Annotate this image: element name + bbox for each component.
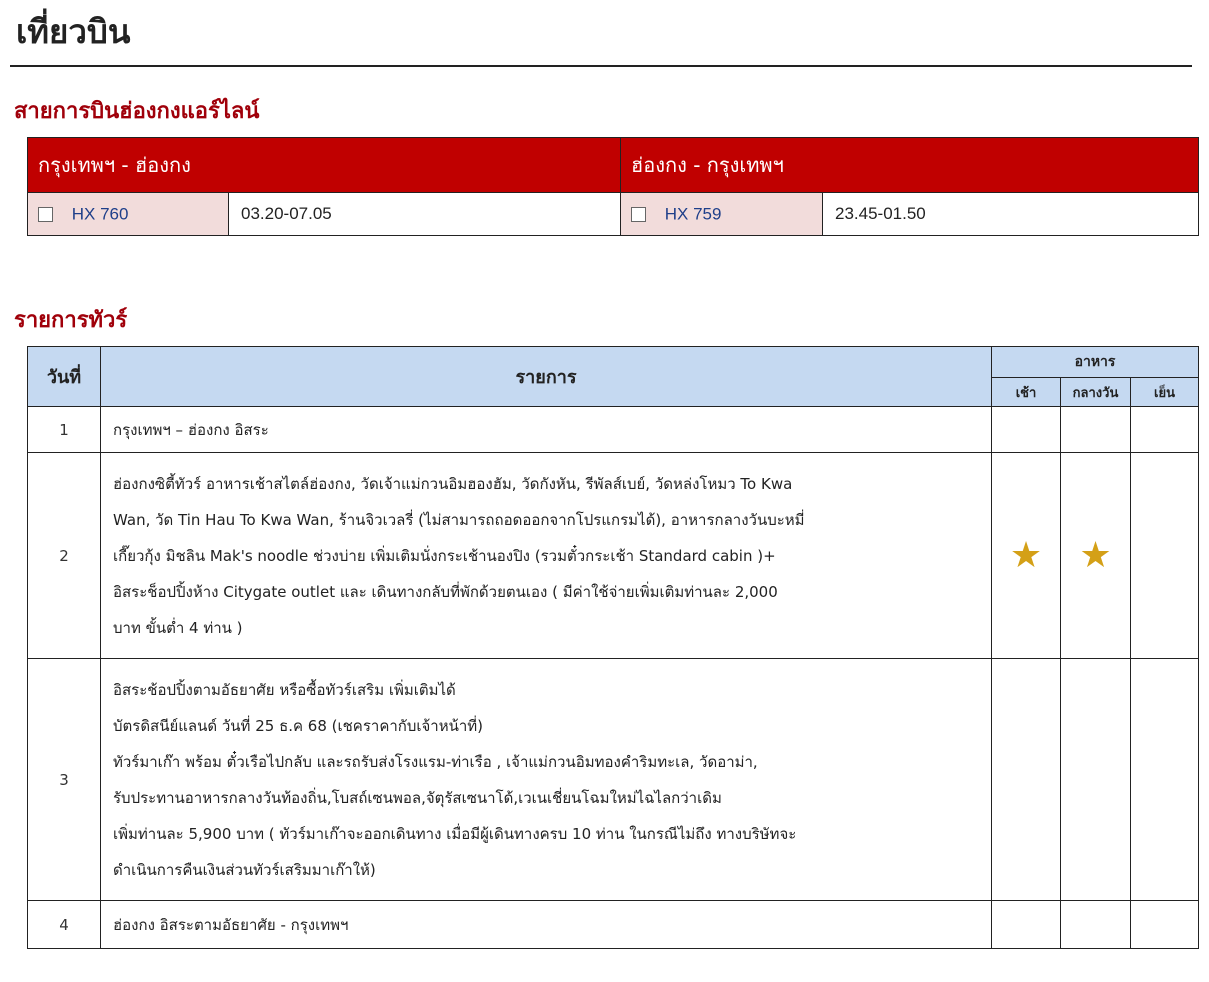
flight-row xyxy=(28,193,1199,236)
airline-title: สายการบินฮ่องกงแอร์ไลน์ xyxy=(14,99,260,124)
lunch-cell xyxy=(1061,659,1131,901)
inbound-flight-number: HX 759 xyxy=(664,204,722,224)
meals-header: อาหาร xyxy=(992,347,1199,378)
day-description xyxy=(101,659,992,901)
dinner-cell xyxy=(1131,407,1199,453)
breakfast-header: เช้า xyxy=(992,378,1061,407)
inbound-flight-cell[interactable] xyxy=(621,193,823,236)
breakfast-cell xyxy=(992,901,1061,949)
dinner-cell xyxy=(1131,901,1199,949)
description-line: ฮ่องกงซิตี้ทัวร์ อาหารเช้าสไตล์ฮ่องกง, วัดเจ้าแม่กวนอิมฮองฮัม, วัดกังหัน, รีพัลส์เบย์, วัดหล่งโหมว To Kwa xyxy=(113,474,793,493)
description-line: กรุงเทพฯ – ฮ่องกง อิสระ xyxy=(113,420,269,439)
day-number: 4 xyxy=(28,901,101,949)
breakfast-cell xyxy=(992,453,1061,659)
outbound-flight-cell[interactable] xyxy=(28,193,229,236)
tour-table xyxy=(27,346,1199,949)
lunch-header: กลางวัน xyxy=(1061,378,1131,407)
page-title: เที่ยวบิน xyxy=(16,12,131,51)
title-divider xyxy=(10,65,1192,67)
description-line: บาท ขั้นต่ำ 4 ท่าน ) xyxy=(113,618,243,637)
outbound-flight-checkbox[interactable] xyxy=(38,207,53,222)
description-line: อิสระช็อปปิ้งห้าง Citygate outlet และ เดินทางกลับที่พักด้วยตนเอง ( มีค่าใช้จ่ายเพิ่มเติมท่านละ 2,000 xyxy=(113,582,778,601)
day-description xyxy=(101,901,992,949)
day-header: วันที่ xyxy=(28,347,101,407)
inbound-flight-checkbox[interactable] xyxy=(631,207,646,222)
lunch-cell xyxy=(1061,901,1131,949)
breakfast-star-icon: ★ xyxy=(1009,534,1043,576)
description-line: เพิ่มท่านละ 5,900 บาท ( ทัวร์มาเก๊าจะออกเดินทาง เมื่อมีผู้เดินทางครบ 10 ท่าน ในกรณีไม่ถึง ทางบริษัทจะ xyxy=(113,824,797,843)
tour-title: รายการทัวร์ xyxy=(14,308,128,333)
flight-table xyxy=(27,137,1199,236)
dinner-header: เย็น xyxy=(1131,378,1199,407)
description-line: ดำเนินการคืนเงินส่วนทัวร์เสริมมาเก๊าให้) xyxy=(113,860,376,879)
items-header: รายการ xyxy=(101,347,992,407)
description-line: อิสระช้อปปิ้งตามอัธยาศัย หรือซื้อทัวร์เสริม เพิ่มเติมได้ xyxy=(113,680,456,699)
outbound-route: กรุงเทพฯ - ฮ่องกง xyxy=(28,138,621,193)
table-row xyxy=(28,407,1199,453)
lunch-cell xyxy=(1061,453,1131,659)
day-number: 3 xyxy=(28,659,101,901)
description-line: บัตรดิสนีย์แลนด์ วันที่ 25 ธ.ค 68 (เชคราคากับเจ้าหน้าที่) xyxy=(113,716,484,735)
tour-header-row xyxy=(28,347,1199,378)
breakfast-cell xyxy=(992,407,1061,453)
lunch-star-icon: ★ xyxy=(1079,534,1112,576)
table-row xyxy=(28,901,1199,949)
day-description xyxy=(101,453,992,659)
lunch-cell xyxy=(1061,407,1131,453)
description-line: เกี๊ยวกุ้ง มิชลิน Mak's noodle ช่วงบ่าย เพิ่มเติมนั่งกระเช้านองปิง (รวมตั๋วกระเช้า Standard cabin )+ xyxy=(113,546,776,565)
description-line: Wan, วัด Tin Hau To Kwa Wan, ร้านจิวเวลรี่ (ไม่สามารถถอดออกจากโปรแกรมได้), อาหารกลางวันบะหมี่ xyxy=(113,510,805,529)
day-number: 2 xyxy=(28,453,101,659)
table-row xyxy=(28,659,1199,901)
dinner-cell xyxy=(1131,453,1199,659)
description-line: ทัวร์มาเก๊า พร้อม ตั๋วเรือไปกลับ และรถรับส่งโรงแรม-ท่าเรือ , เจ้าแม่กวนอิมทองคำริมทะเล, วัดอาม่า, xyxy=(113,752,758,771)
dinner-cell xyxy=(1131,659,1199,901)
breakfast-cell xyxy=(992,659,1061,901)
outbound-flight-time: 03.20-07.05 xyxy=(229,193,621,236)
inbound-flight-time: 23.45-01.50 xyxy=(823,193,1199,236)
outbound-flight-number: HX 760 xyxy=(71,204,129,224)
table-row xyxy=(28,453,1199,659)
flight-header-row xyxy=(28,138,1199,193)
description-line: ฮ่องกง อิสระตามอัธยาศัย - กรุงเทพฯ xyxy=(113,915,349,934)
day-description xyxy=(101,407,992,453)
description-line: รับประทานอาหารกลางวันท้องถิ่น,โบสถ์เซนพอล,จัตุรัสเซนาโด้,เวเนเชี่ยนโฉมใหม่ไฉไลกว่าเดิม xyxy=(113,788,722,807)
day-number: 1 xyxy=(28,407,101,453)
inbound-route: ฮ่องกง - กรุงเทพฯ xyxy=(621,138,1199,193)
